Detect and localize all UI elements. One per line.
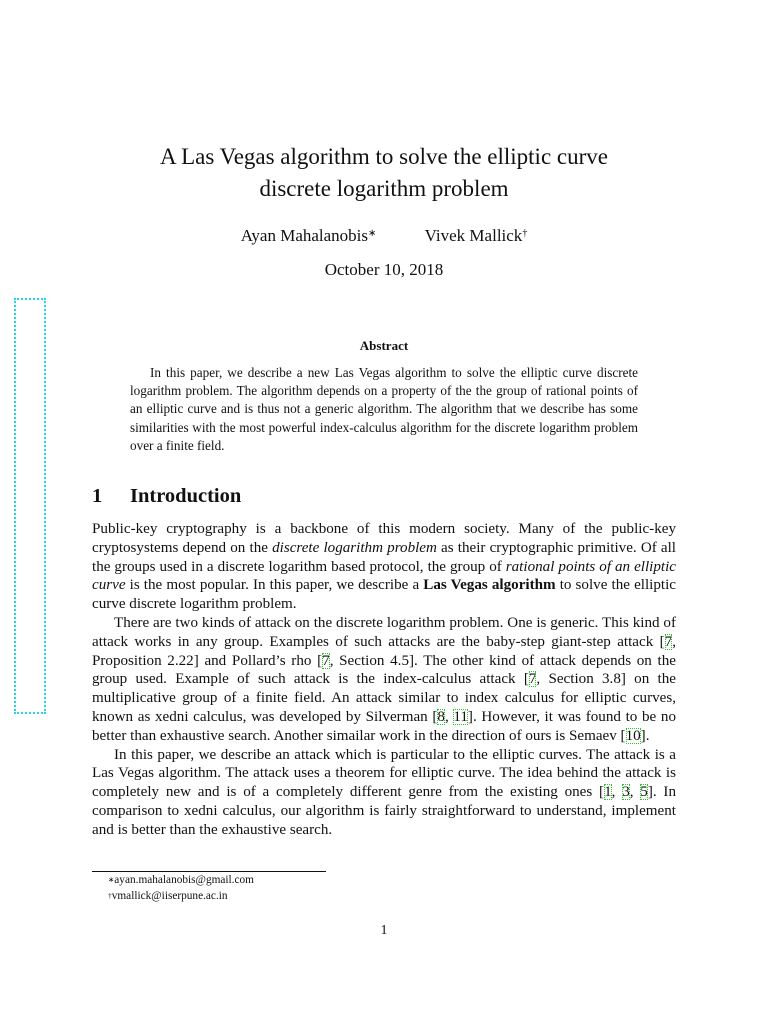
page-number: 1 bbox=[380, 923, 388, 938]
author-1-footnote-mark[interactable]: ∗ bbox=[368, 228, 377, 239]
p2-text-1: There are two kinds of attack on the discrete logarithm problem. One is generic. This kind of attack works in any group. Examples of such attacks are the baby-step giant-step attack [ bbox=[92, 614, 676, 650]
citation-link[interactable]: 7 bbox=[322, 652, 330, 669]
paper-title bbox=[0, 141, 768, 205]
p1-text-1: Public-key cryptography is a backbone of this modern society. Many of the public-key cryptosystems depend on the bbox=[92, 521, 676, 556]
author-list bbox=[0, 225, 768, 247]
p3-text-3: , bbox=[629, 784, 641, 801]
p2-text-6: ]. However, it was found to be no better than exhaustive search. Another simailar work in the direction of ours is Semaev [ bbox=[92, 708, 676, 744]
title-line-1: A Las Vegas algorithm to solve the elliptic curve bbox=[160, 144, 608, 169]
abstract-heading: Abstract bbox=[359, 338, 409, 353]
p1-emphasis-2: rational points of an elliptic curve bbox=[92, 558, 677, 594]
p2-text-7: ]. bbox=[640, 727, 650, 744]
paper-date: October 10, 2018 bbox=[324, 260, 444, 279]
margin-link-box[interactable] bbox=[14, 298, 46, 714]
footnote-2-email[interactable]: vmallick@iiserpune.ac.in bbox=[111, 889, 228, 902]
p1-text-4: to solve the elliptic curve discrete logarithm problem. bbox=[92, 577, 676, 613]
p3-text-2: , bbox=[611, 784, 623, 801]
author-2 bbox=[425, 225, 528, 247]
footnote-divider bbox=[92, 871, 326, 872]
paragraph-2 bbox=[92, 614, 676, 746]
citation-link[interactable]: 7 bbox=[664, 633, 673, 650]
p1-text-3: is the most popular. In this paper, we describe a bbox=[125, 577, 424, 594]
title-line-2: discrete logarithm problem bbox=[259, 176, 509, 201]
author-2-footnote-mark[interactable]: † bbox=[522, 228, 528, 239]
footnote-1 bbox=[108, 873, 254, 889]
p2-text-4: , Section 3.8] on the multiplicative group of a finite field. An attack similar to index calculus for elliptic curves, known as xedni calculus, was developed by Silverman [ bbox=[92, 671, 676, 725]
footnotes bbox=[108, 873, 254, 904]
section-title: Introduction bbox=[130, 485, 242, 507]
citation-link[interactable]: 11 bbox=[453, 708, 468, 725]
p3-text-1: In this paper, we describe an attack which is particular to the elliptic curves. The attack is a Las Vegas algorithm. The attack uses a theorem for elliptic curve. The idea behind the attack is completely new and is of a completely different genre from the existing ones [ bbox=[92, 746, 676, 801]
author-1 bbox=[241, 225, 377, 247]
author-2-name: Vivek Mallick bbox=[424, 226, 523, 245]
p1-emphasis-1: discrete logarithm problem bbox=[272, 539, 437, 556]
abstract-text: In this paper, we describe a new Las Vegas algorithm to solve the elliptic curve discrete logarithm problem. The algorithm depends on a property of the the group of rational points of an elliptic curve and is thus not a generic algorithm. The algorithm that we describe has some similarities with the most powerful index-calculus algorithm for the discrete logarithm problem over a finite field. bbox=[130, 365, 638, 453]
citation-link[interactable]: 3 bbox=[622, 784, 630, 801]
p1-bold-1: Las Vegas algorithm bbox=[423, 577, 556, 594]
p2-text-3: , Section 4.5]. The other kind of attack depends on the group used. Example of such attack is the index-calculus attack [ bbox=[92, 652, 676, 688]
footnote-1-email[interactable]: ayan.mahalanobis@gmail.com bbox=[114, 874, 254, 886]
section-heading bbox=[92, 483, 241, 509]
p2-text-2: , Proposition 2.22] and Pollard’s rho [ bbox=[92, 633, 676, 669]
section-number: 1 bbox=[92, 485, 103, 507]
citation-link[interactable]: 5 bbox=[640, 784, 648, 801]
footnote-2 bbox=[108, 889, 254, 905]
section-body bbox=[92, 520, 676, 840]
citation-link[interactable]: 8 bbox=[437, 708, 445, 725]
p2-text-5: , bbox=[444, 708, 454, 725]
footnote-1-mark: ∗ bbox=[108, 875, 115, 884]
p1-text-2: as their cryptographic primitive. Of all the groups used in a discrete logarithm based protocol, the group of bbox=[92, 539, 676, 575]
paragraph-3 bbox=[92, 746, 676, 840]
citation-link[interactable]: 10 bbox=[625, 727, 641, 744]
citation-link[interactable]: 7 bbox=[528, 671, 537, 688]
author-1-name: Ayan Mahalanobis bbox=[240, 226, 369, 245]
p3-text-4: ]. In comparison to xedni calculus, our algorithm is fairly straightforward to understand, implement and is better than the exhaustive search. bbox=[92, 784, 677, 838]
paragraph-1 bbox=[92, 520, 676, 614]
footnote-2-mark: † bbox=[108, 890, 112, 900]
citation-link[interactable]: 1 bbox=[604, 784, 612, 801]
